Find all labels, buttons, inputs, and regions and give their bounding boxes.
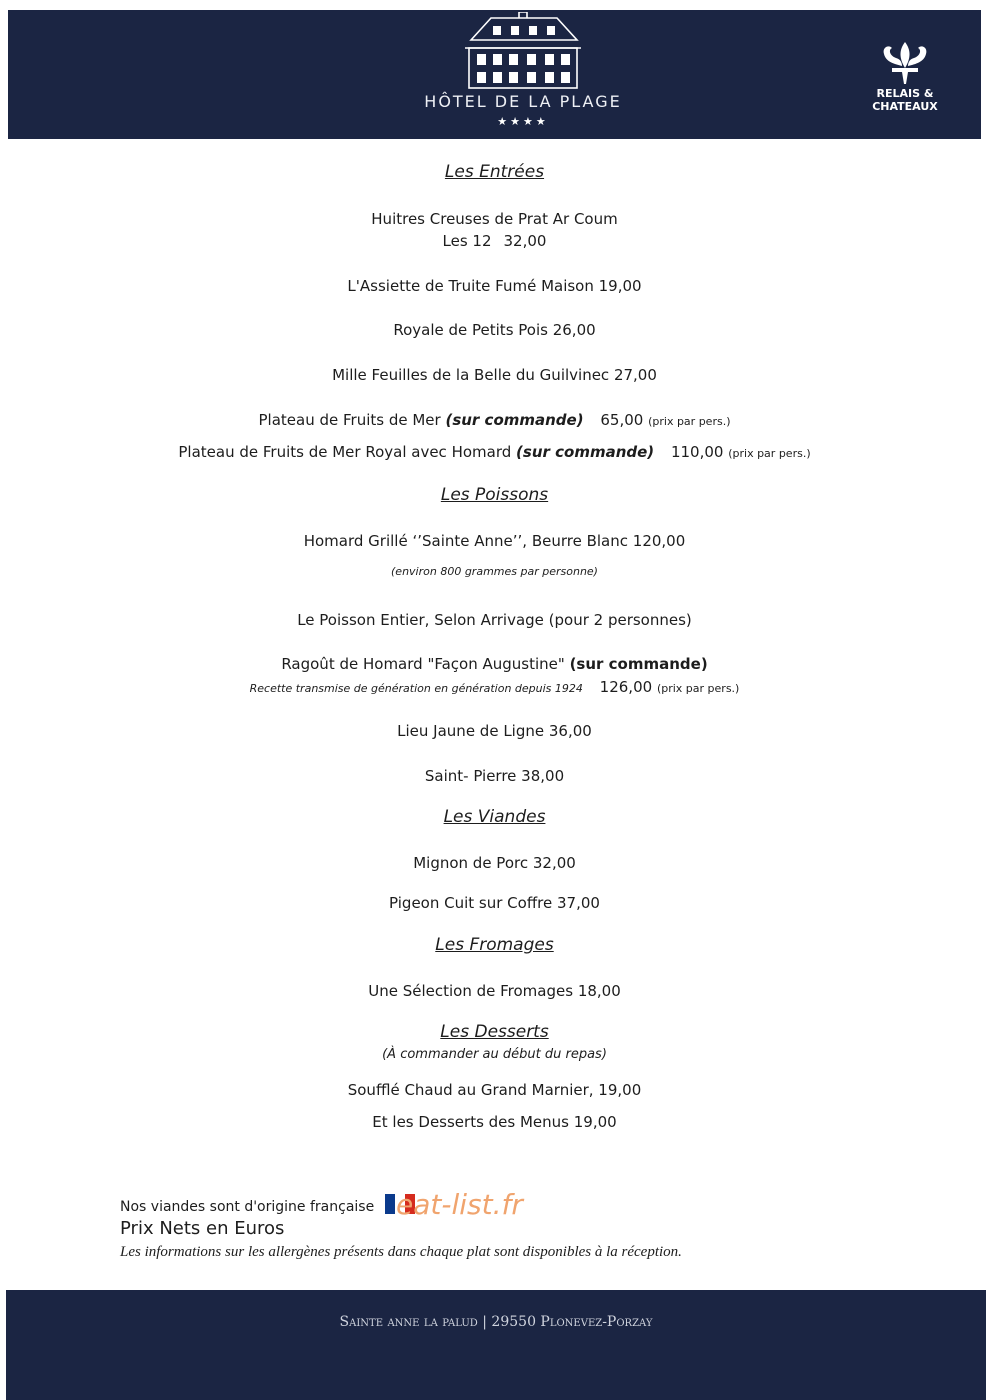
item-poisson-entier: Le Poisson Entier, Selon Arrivage (pour 2 personnes) <box>297 611 692 629</box>
hotel-name: HÔTEL DE LA PLAGE <box>424 92 622 111</box>
item-mille-feuilles: Mille Feuilles de la Belle du Guilvinec 27,00 <box>332 366 657 384</box>
item-huitres-name: Huitres Creuses de Prat Ar Coum <box>371 210 618 228</box>
item-truite: L'Assiette de Truite Fumé Maison 19,00 <box>347 277 642 295</box>
item-mignon: Mignon de Porc 32,00 <box>413 854 576 872</box>
section-title-fromages: Les Fromages <box>435 935 554 955</box>
item-ragout-detail <box>0 678 989 696</box>
section-title-poissons: Les Poissons <box>440 485 549 505</box>
item-desserts-menus: Et les Desserts des Menus 19,00 <box>372 1113 617 1131</box>
desserts-note: (À commander au début du repas) <box>382 1047 607 1062</box>
item-plateau-price: 65,00 <box>600 411 644 429</box>
item-huitres-price: 32,00 <box>503 232 547 250</box>
section-title-entrees: Les Entrées <box>444 162 545 182</box>
item-plateau-name: Plateau de Fruits de Mer <box>258 411 441 429</box>
item-plateau-royal <box>0 443 989 461</box>
item-lieu-jaune: Lieu Jaune de Ligne 36,00 <box>397 722 592 740</box>
item-ragout <box>0 655 989 673</box>
item-plateau-note: (sur commande) <box>445 411 584 429</box>
item-saint-pierre: Saint- Pierre 38,00 <box>424 767 565 785</box>
hotel-building-icon <box>461 12 585 90</box>
hotel-logo <box>418 10 628 139</box>
watermark: eat-list.fr <box>396 1188 523 1221</box>
item-ragout-name: Ragoût de Homard "Façon Augustine" <box>281 655 565 673</box>
item-ragout-note: (sur commande) <box>569 655 708 673</box>
allergen-notice: Les informations sur les allergènes présents dans chaque plat sont disponibles à la réception. <box>120 1244 682 1260</box>
item-plateau-royal-price: 110,00 <box>670 443 724 461</box>
item-ragout-recipe: Recette transmise de génération en génération depuis 1924 <box>249 682 583 695</box>
partner-line-2: CHATEAUX <box>872 100 938 113</box>
section-title-desserts: Les Desserts <box>440 1022 549 1042</box>
prix-nets: Prix Nets en Euros <box>120 1218 285 1239</box>
item-plateau-per: (prix par pers.) <box>648 415 731 428</box>
header-banner <box>8 10 981 139</box>
item-royale: Royale de Petits Pois 26,00 <box>393 321 596 339</box>
item-homard-note: (environ 800 grammes par personne) <box>391 565 598 578</box>
hotel-stars: ★★★★ <box>497 115 549 128</box>
item-plateau-royal-note: (sur commande) <box>516 443 655 461</box>
partner-line-1: RELAIS & <box>876 87 934 100</box>
item-plateau <box>0 411 989 429</box>
footer-banner <box>6 1290 986 1400</box>
item-souffle: Soufflé Chaud au Grand Marnier, 19,00 <box>347 1081 642 1099</box>
section-title-viandes: Les Viandes <box>443 807 546 827</box>
item-huitres-price-line <box>0 232 989 250</box>
footer-address: Sainte anne la palud | 29550 Plonevez-Porzay <box>339 1314 653 1330</box>
item-huitres-qty: Les 12 <box>442 232 492 250</box>
item-pigeon: Pigeon Cuit sur Coffre 37,00 <box>389 894 600 912</box>
item-plateau-royal-name: Plateau de Fruits de Mer Royal avec Homard <box>178 443 512 461</box>
origin-note <box>120 1194 415 1215</box>
item-ragout-price: 126,00 <box>599 678 653 696</box>
item-plateau-royal-per: (prix par pers.) <box>728 447 811 460</box>
origin-text: Nos viandes sont d'origine française <box>120 1199 375 1215</box>
relais-chateaux-logo <box>865 42 945 112</box>
item-homard-grille: Homard Grillé ‘’Sainte Anne’’, Beurre Blanc 120,00 <box>303 532 686 550</box>
item-fromages: Une Sélection de Fromages 18,00 <box>368 982 621 1000</box>
fleur-de-lis-icon <box>880 42 930 86</box>
item-ragout-per: (prix par pers.) <box>656 682 740 695</box>
